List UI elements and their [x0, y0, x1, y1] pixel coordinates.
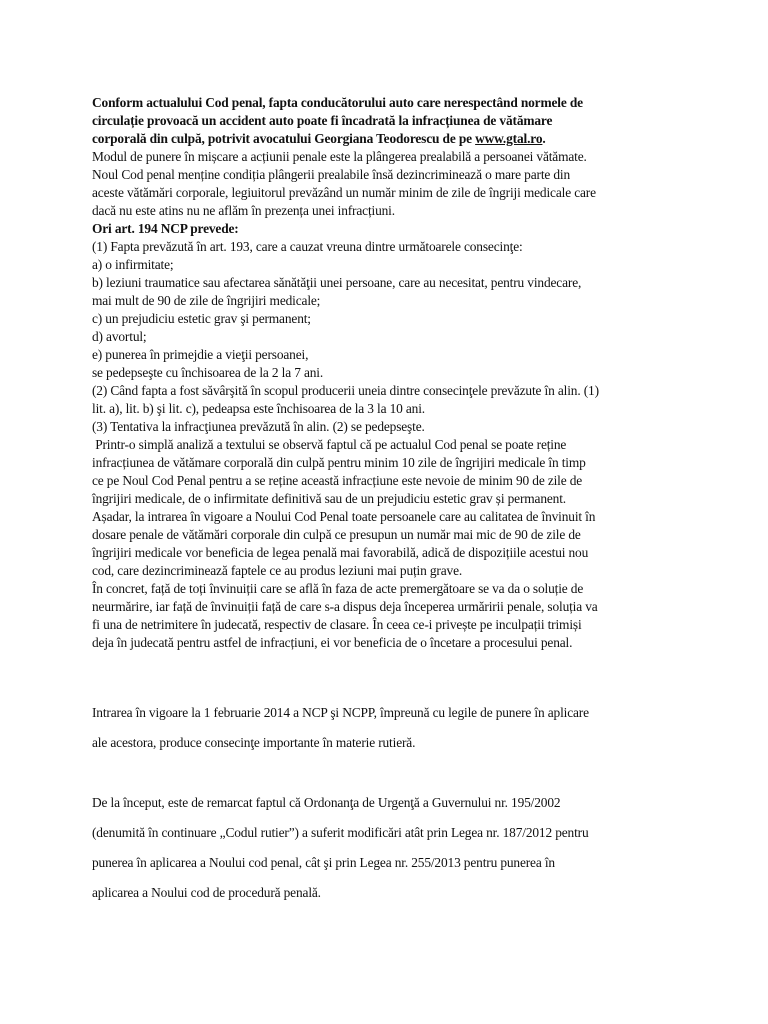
paragraph-line: ale acestora, produce consecinţe importante în materie rutieră.: [92, 735, 416, 750]
paragraph-line: De la început, este de remarcat faptul că Ordonanţa de Urgenţă a Guvernului nr. 195/2002: [92, 795, 561, 810]
body-line: dacă nu este atins nu ne aflăm în prezența unei infracțiuni.: [92, 203, 395, 218]
paragraph-gap: [92, 758, 702, 788]
body-line: îngrijiri medicale vor beneficia de legea penală mai favorabilă, adică de dispozițiile acestui nou: [92, 545, 589, 560]
paragraph-line: (denumită în continuare „Codul rutier”) a suferit modificări atât prin Legea nr. 187/2012 pentru: [92, 825, 589, 840]
gtal-link[interactable]: www.gtal.ro: [475, 131, 543, 146]
intro-end: .: [542, 131, 546, 146]
body-line: cod, care dezincriminează faptele ce au produs leziuni mai puțin grave.: [92, 563, 463, 578]
body-line: dosare penale de vătămări corporale din culpă ce presupun un număr mai mic de 90 de zile de: [92, 527, 581, 542]
paragraph-line: punerea în aplicarea a Noului cod penal, cât şi prin Legea nr. 255/2013 pentru punerea în: [92, 855, 555, 870]
body-line: Modul de punere în mișcare a acțiunii penale este la plângerea prealabilă a persoanei vătămate.: [92, 149, 587, 164]
body-line: În concret, față de toți învinuiții care se află în faza de acte premergătoare se va da o soluție de: [92, 581, 584, 596]
paragraph-line: aplicarea a Noului cod de procedură penală.: [92, 885, 321, 900]
body-line: (3) Tentativa la infracţiunea prevăzută în alin. (2) se pedepseşte.: [92, 419, 425, 434]
intro-line-text: corporală din culpă, potrivit avocatului Georgiana Teodorescu de pe: [92, 131, 476, 146]
body-line: (1) Fapta prevăzută în art. 193, care a cauzat vreuna dintre următoarele consecinţe:: [92, 239, 523, 254]
body-line: deja în judecată pentru astfel de infracțiuni, ei vor beneficia de o încetare a procesului penal.: [92, 635, 573, 650]
body-line: se pedepseşte cu închisoarea de la 2 la 7 ani.: [92, 365, 324, 380]
body-line: a) o infirmitate;: [92, 257, 174, 272]
body-line: lit. a), lit. b) şi lit. c), pedeapsa este închisoarea de la 3 la 10 ani.: [92, 401, 425, 416]
body-line: aceste vătămări corporale, legiuitorul prevăzând un număr minim de zile de îngriji medicale care: [92, 185, 596, 200]
body-line: d) avortul;: [92, 329, 147, 344]
article-text-block: [92, 94, 692, 652]
body-line: mai mult de 90 de zile de îngrijiri medicale;: [92, 293, 321, 308]
body-line: e) punerea în primejdie a vieţii persoanei,: [92, 347, 309, 362]
intro-line-with-link: [92, 130, 692, 148]
intro-line: Conform actualului Cod penal, fapta conducătorului auto care nerespectând normele de: [92, 95, 583, 110]
paragraph-line: Intrarea în vigoare la 1 februarie 2014 a NCP şi NCPP, împreună cu legile de punere în aplicare: [92, 705, 589, 720]
body-line: c) un prejudiciu estetic grav şi permanent;: [92, 311, 311, 326]
body-line: ce pe Noul Cod Penal pentru a se reține această infracțiune este nevoie de minim 90 de zile de: [92, 473, 583, 488]
body-line: infracțiunea de vătămare corporală din culpă pentru minim 10 zile de îngrijiri medicale în timp: [92, 455, 586, 470]
body-line: fi una de netrimitere în judecată, respectiv de clasare. În ceea ce-i privește pe inculpații trimiși: [92, 617, 582, 632]
article-heading: Ori art. 194 NCP prevede:: [92, 221, 239, 236]
body-line: b) leziuni traumatice sau afectarea sănătăţii unei persoane, care au necesitat, pentru vindecare,: [92, 275, 582, 290]
body-line: Așadar, la intrarea în vigoare a Noului Cod Penal toate persoanele care au calitatea de învinuit în: [92, 509, 596, 524]
intro-line: circulație provoacă un accident auto poate fi încadrată la infracțiunea de vătămare: [92, 113, 553, 128]
section-two-text: [92, 698, 702, 908]
body-line: Printr-o simplă analiză a textului se observă faptul că pe actualul Cod penal se poate reține: [92, 437, 567, 452]
body-line: neurmărire, iar față de învinuiții față de care s-a dispus deja începerea urmăririi penale, soluția va: [92, 599, 598, 614]
body-line: îngrijiri medicale, de o infirmitate definitivă sau de un prejudiciu estetic grav și permanent.: [92, 491, 566, 506]
body-line: Noul Cod penal menține condiția plângerii prealabile însă dezincriminează o mare parte din: [92, 167, 571, 182]
body-line: (2) Când fapta a fost săvârşită în scopul producerii uneia dintre consecinţele prevăzute în alin. (1): [92, 383, 599, 398]
